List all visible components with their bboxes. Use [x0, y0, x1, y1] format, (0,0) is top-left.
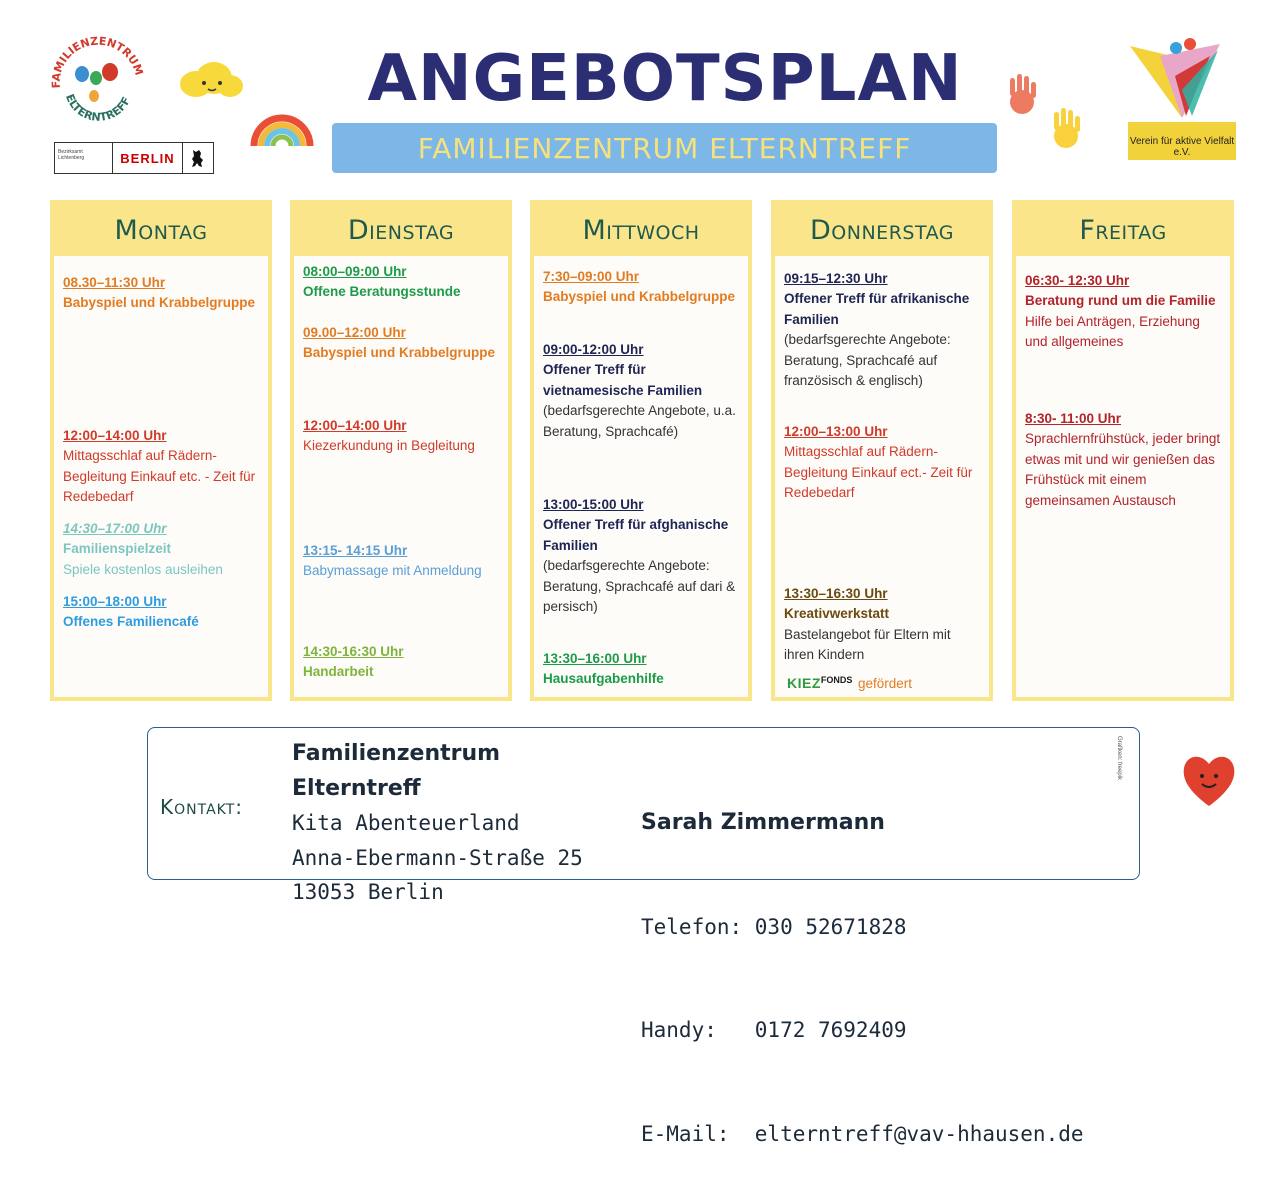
hand-blue-icon — [75, 66, 89, 82]
entry-desc: Bastelangebot für Eltern mit ihren Kindern — [784, 626, 951, 663]
kiezfonds-logo — [787, 675, 912, 691]
entry-time: 15:00–18:00 Uhr — [63, 594, 167, 609]
entry-desc: Sprachlernfrühstück, jeder bringt etwas mit und wir genießen das Frühstück mit einem gemeinsamen Austausch — [1025, 431, 1221, 508]
entry-desc: (bedarfsgerechte Angebote: Beratung, Sprachcafé auf französisch & englisch) — [784, 332, 951, 389]
entry-time: 14:30-16:30 Uhr — [303, 644, 404, 659]
entry-title: Hausaufgabenhilfe — [543, 671, 664, 687]
schedule-entry — [63, 592, 262, 633]
entry-desc: (bedarfsgerechte Angebote, u.a. Beratung, Sprachcafé) — [543, 403, 736, 439]
entry-title: Kreativwerkstatt — [784, 606, 890, 622]
entry-title: Offener Treff für vietnamesische Familien — [543, 362, 703, 398]
berlin-label: BERLIN — [113, 143, 183, 173]
heart-icon — [1180, 750, 1238, 815]
day-column-montag — [50, 200, 272, 701]
entry-desc: Mittagsschlaf auf Rädern-Begleitung Einkauf etc. - Zeit für Redebedarf — [63, 448, 256, 505]
schedule-entry — [303, 642, 502, 683]
schedule-entry — [543, 649, 742, 690]
day-column-dienstag — [290, 200, 512, 701]
day-column-mittwoch — [530, 200, 752, 701]
contact-org-line: 13053 Berlin — [292, 880, 444, 904]
kiezfonds-logo-text: KIEZ — [787, 675, 821, 691]
entry-title: Offene Beratungsstunde — [303, 284, 461, 300]
schedule-entry — [784, 584, 983, 666]
entry-time: 12:00–13:00 Uhr — [784, 424, 888, 439]
entry-time: 7:30–09:00 Uhr — [543, 269, 640, 284]
day-heading: Donnerstag — [810, 214, 954, 246]
contact-address — [292, 737, 622, 910]
entry-time: 12:00–14:00 Uhr — [303, 418, 407, 433]
entry-time: 13:00-15:00 Uhr — [543, 497, 644, 512]
entry-time: 08:00–09:00 Uhr — [303, 264, 407, 279]
day-heading: Montag — [114, 214, 208, 246]
schedule-entry — [63, 519, 262, 580]
contact-phone[interactable]: Telefon: 030 52671828 — [641, 914, 907, 939]
entry-desc: Kiezerkundung in Begleitung — [303, 438, 475, 454]
entry-time: 14:30–17:00 Uhr — [63, 521, 167, 536]
rainbow-icon — [248, 94, 316, 155]
contact-org-line: Kita Abenteuerland — [292, 811, 520, 835]
contact-email[interactable]: E-Mail: elterntreff@vav-hhausen.de — [641, 1121, 1084, 1146]
entry-desc: Hilfe bei Anträgen, Erziehung und allgemeines — [1025, 313, 1200, 350]
graphics-credit: Grafiken: freepik — [1116, 736, 1122, 781]
vielfalt-logo — [1120, 36, 1240, 164]
entry-time: 13:30–16:30 Uhr — [784, 586, 888, 601]
entry-title: Babyspiel und Krabbelgruppe — [303, 345, 496, 361]
schedule-entry — [1025, 271, 1224, 353]
day-column-donnerstag — [771, 200, 993, 701]
hand-yellow-icon — [1044, 106, 1088, 157]
contact-person-name: Sarah Zimmermann — [641, 810, 885, 835]
day-column-freitag — [1012, 200, 1234, 701]
entry-desc: Spiele kostenlos ausleihen — [63, 561, 223, 577]
kiezfonds-text: gefördert — [858, 676, 913, 691]
bear-icon — [183, 143, 213, 173]
schedule-entry — [63, 273, 262, 314]
kiezfonds-logo-small-text: FONDS — [820, 675, 853, 685]
entry-time: 06:30- 12:30 Uhr — [1025, 273, 1130, 288]
hand-green-icon — [90, 71, 102, 85]
hand-orange-icon — [89, 90, 99, 102]
schedule-entry — [303, 262, 502, 303]
contact-mobile[interactable]: Handy: 0172 7692409 — [641, 1018, 907, 1042]
schedule-entry — [303, 323, 502, 364]
entry-time: 13:30–16:00 Uhr — [543, 651, 647, 666]
entry-title: Babyspiel und Krabbelgruppe — [543, 289, 736, 305]
page-title: ANGEBOTSPLAN — [367, 42, 963, 116]
entry-time: 09:15–12:30 Uhr — [784, 271, 888, 286]
entry-title: Handarbeit — [303, 664, 374, 680]
logo-left-top-text: FAMILIENZENTRUM — [49, 34, 146, 89]
schedule-entry — [784, 269, 983, 391]
entry-title: Familienspielzeit — [63, 541, 172, 557]
schedule-entry — [543, 340, 742, 442]
contact-person — [641, 737, 1111, 1186]
day-heading: Mittwoch — [582, 214, 700, 246]
schedule-entry — [303, 541, 502, 582]
schedule-entry — [784, 422, 983, 504]
entry-desc: Babymassage mit Anmeldung — [303, 563, 482, 579]
hand-red-icon — [102, 63, 118, 81]
hand-coral-icon — [1000, 72, 1044, 123]
entry-title: Babyspiel und Krabbelgruppe — [63, 295, 256, 311]
entry-time: 12:00–14:00 Uhr — [63, 428, 167, 443]
schedule-entry — [1025, 409, 1224, 511]
berlin-logo — [54, 142, 214, 174]
vielfalt-logo-text: Verein für aktive Vielfalt e.V. — [1129, 136, 1235, 158]
logo-left-bottom-text: ELTERNTREFF — [63, 92, 134, 124]
day-heading: Dienstag — [347, 214, 455, 246]
schedule-entry — [543, 495, 742, 617]
entry-time: 08.30–11:30 Uhr — [63, 275, 166, 290]
contact-label: Kontakt: — [160, 795, 244, 819]
berlin-small-text: Bezirksamt Lichtenberg — [55, 143, 113, 173]
schedule-entry — [543, 267, 742, 308]
page-subtitle: FAMILIENZENTRUM ELTERNTREFF — [332, 123, 997, 173]
contact-org-line: Anna-Ebermann-Straße 25 — [292, 845, 583, 870]
entry-title: Offener Treff für afghanische Familien — [543, 517, 729, 553]
familienzentrum-logo — [48, 30, 148, 130]
entry-time: 09.00–12:00 Uhr — [303, 325, 406, 340]
entry-time: 09:00-12:00 Uhr — [543, 342, 644, 357]
entry-time: 13:15- 14:15 Uhr — [303, 543, 408, 558]
entry-title: Beratung rund um die Familie — [1025, 293, 1216, 309]
contact-org-name: Familienzentrum Elterntreff — [292, 741, 501, 801]
entry-desc: (bedarfsgerechte Angebote: Beratung, Sprachcafé auf dari & persisch) — [543, 558, 736, 615]
schedule-entry — [303, 416, 502, 457]
entry-title: Offenes Familiencafé — [63, 614, 199, 630]
entry-desc: Mittagsschlaf auf Rädern-Begleitung Einkauf ect.- Zeit für Redebedarf — [784, 444, 973, 501]
day-heading: Freitag — [1079, 214, 1167, 246]
schedule-entry — [63, 426, 262, 508]
entry-title: Offener Treff für afrikanische Familien — [784, 291, 970, 327]
sun-cloud-icon — [176, 56, 246, 111]
entry-time: 8:30- 11:00 Uhr — [1025, 411, 1122, 426]
